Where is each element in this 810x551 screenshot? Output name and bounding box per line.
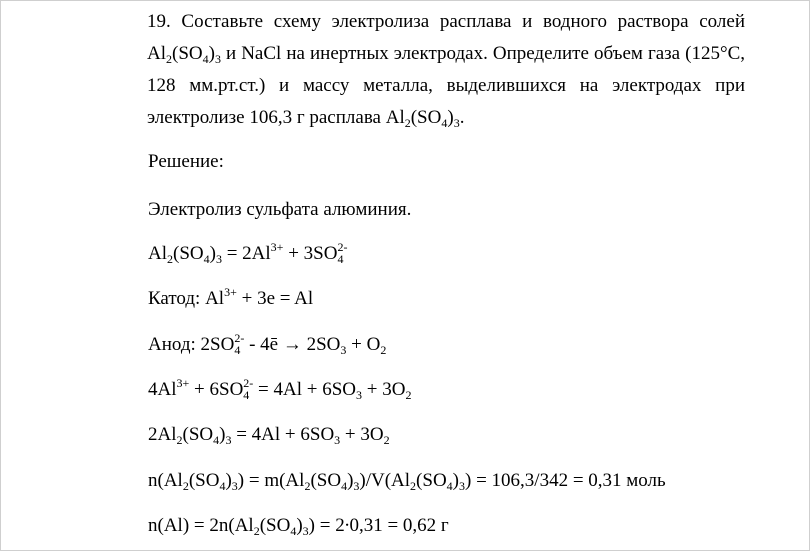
equation-sum: $4Al^{3+} + 6SO_4^{2-} = 4Al + 6SO_3 + 3O_2$ xyxy=(148,376,412,402)
salt-formula-2: $Al_2(SO_4)_3$ xyxy=(385,107,460,130)
salt-formula-1: $Al_2(SO_4)_3$ xyxy=(147,43,221,66)
problem-text-2: и NaCl на инертных электродах. Определите объем газа (125°C, 128 мм.рт.ст.) и массу металла, выделившихся на электродах при электролизе 106,3 г расплава xyxy=(147,43,745,128)
solution-subtitle: Электролиз сульфата алюминия. xyxy=(148,199,412,220)
equation-overall: $2Al_2(SO_4)_3 = 4Al + 6SO_3 + 3O_2$ xyxy=(148,424,390,447)
problem-end-period: . xyxy=(459,107,465,128)
equation-moles-salt: $n(Al_2(SO_4)_3) = m(Al_2(SO_4)_3)/V(Al_2(SO_4)_3) = 106,3/342 = 0,31$ моль xyxy=(148,470,666,493)
equation-moles-aluminium: $n(Al) = 2n(Al_2(SO_4)_3) = 2\cdot 0,31 = 0,62$ г xyxy=(148,515,449,538)
solution-heading: Решение: xyxy=(148,151,224,172)
equation-cathode: Катод: $Al^{3+} + 3e = Al$ xyxy=(148,285,314,309)
problem-statement xyxy=(147,6,745,134)
problem-text-1: Составьте схему электролиза расплава и водного раствора солей xyxy=(181,11,745,32)
equation-dissociation: $Al_2(SO_4)_3 = 2Al^{3+} + 3SO_4^{2-}$ xyxy=(148,240,348,266)
problem-number: 19. xyxy=(147,11,171,32)
equation-anode: Анод: $2SO_4^{2-}$ - 4ē → $2SO_3 + O_2$ xyxy=(148,331,387,357)
